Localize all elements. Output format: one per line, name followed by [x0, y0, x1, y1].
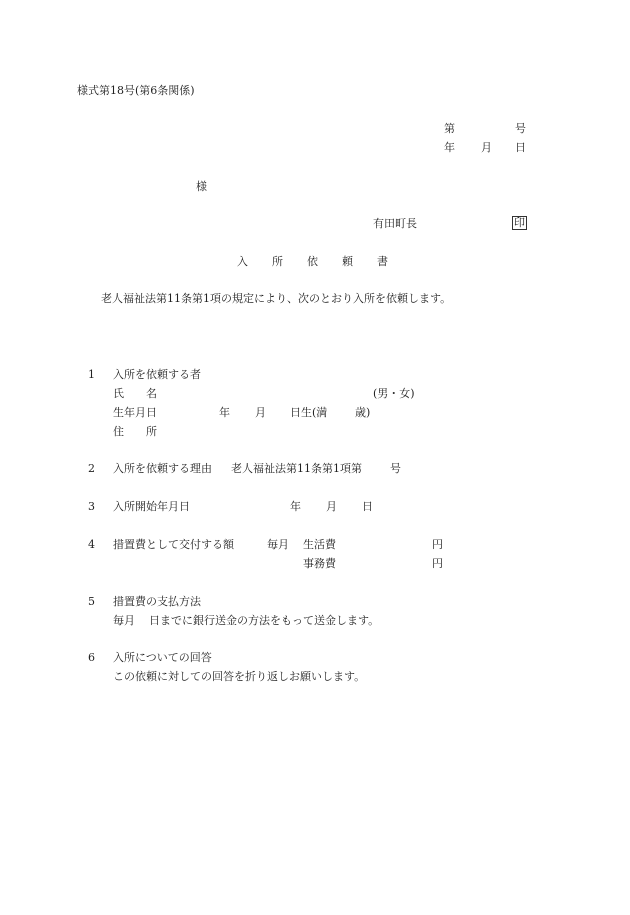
reply-detail: この依頼に対しての回答を折り返しお願いします。 — [113, 670, 366, 683]
item-6-heading: 入所についての回答 — [113, 651, 212, 664]
ref-day: 日 — [515, 141, 526, 154]
form-id: 様式第18号(第6条関係) — [77, 84, 195, 97]
item-6-num: 6 — [88, 651, 95, 664]
dob-month: 月 — [255, 406, 266, 419]
doc-title-5: 書 — [377, 255, 388, 268]
item-5-heading: 措置費の支払方法 — [113, 595, 201, 608]
start-day: 日 — [362, 500, 373, 513]
living-cost-label: 生活費 — [303, 538, 336, 551]
office-cost-label: 事務費 — [303, 557, 336, 570]
dob-day-age: 日生(満 — [290, 406, 328, 419]
address-label: 住 所 — [113, 425, 157, 438]
every-month-5: 毎月 — [113, 614, 135, 627]
age-unit: 歳) — [355, 406, 371, 419]
addressee-suffix: 様 — [196, 180, 207, 193]
office-cost-yen: 円 — [432, 557, 443, 570]
item-3-heading: 入所開始年月日 — [113, 500, 190, 513]
doc-title-4: 頼 — [342, 255, 353, 268]
start-month: 月 — [326, 500, 337, 513]
start-year: 年 — [290, 500, 301, 513]
dob-year: 年 — [219, 406, 230, 419]
seal-mark: 印 — [514, 216, 525, 229]
name-label: 氏 名 — [113, 387, 157, 400]
reason-text: 老人福祉法第11条第1項第 — [231, 462, 362, 475]
issuer-title: 有田町長 — [373, 217, 417, 230]
ref-month: 月 — [481, 141, 492, 154]
item-2-heading: 入所を依頼する理由 — [113, 462, 212, 475]
every-month-4: 毎月 — [267, 538, 289, 551]
item-3-num: 3 — [88, 500, 95, 513]
item-2-num: 2 — [88, 462, 95, 475]
ref-go: 号 — [515, 122, 526, 135]
intro-text: 老人福祉法第11条第1項の規定により、次のとおり入所を依頼します。 — [101, 292, 452, 305]
dob-label: 生年月日 — [113, 406, 157, 419]
item-4-num: 4 — [88, 538, 95, 551]
payment-detail: 日までに銀行送金の方法をもって送金します。 — [149, 614, 380, 627]
item-1-heading: 入所を依頼する者 — [113, 368, 201, 381]
item-5-num: 5 — [88, 595, 95, 608]
living-cost-yen: 円 — [432, 538, 443, 551]
doc-title-3: 依 — [307, 255, 318, 268]
item-1-num: 1 — [88, 368, 95, 381]
doc-title-2: 所 — [272, 255, 283, 268]
ref-year: 年 — [444, 141, 455, 154]
ref-dai: 第 — [444, 122, 455, 135]
reason-go: 号 — [390, 462, 401, 475]
gender-field: (男・女) — [373, 387, 415, 400]
doc-title-1: 入 — [237, 255, 248, 268]
item-4-heading: 措置費として交付する額 — [113, 538, 234, 551]
